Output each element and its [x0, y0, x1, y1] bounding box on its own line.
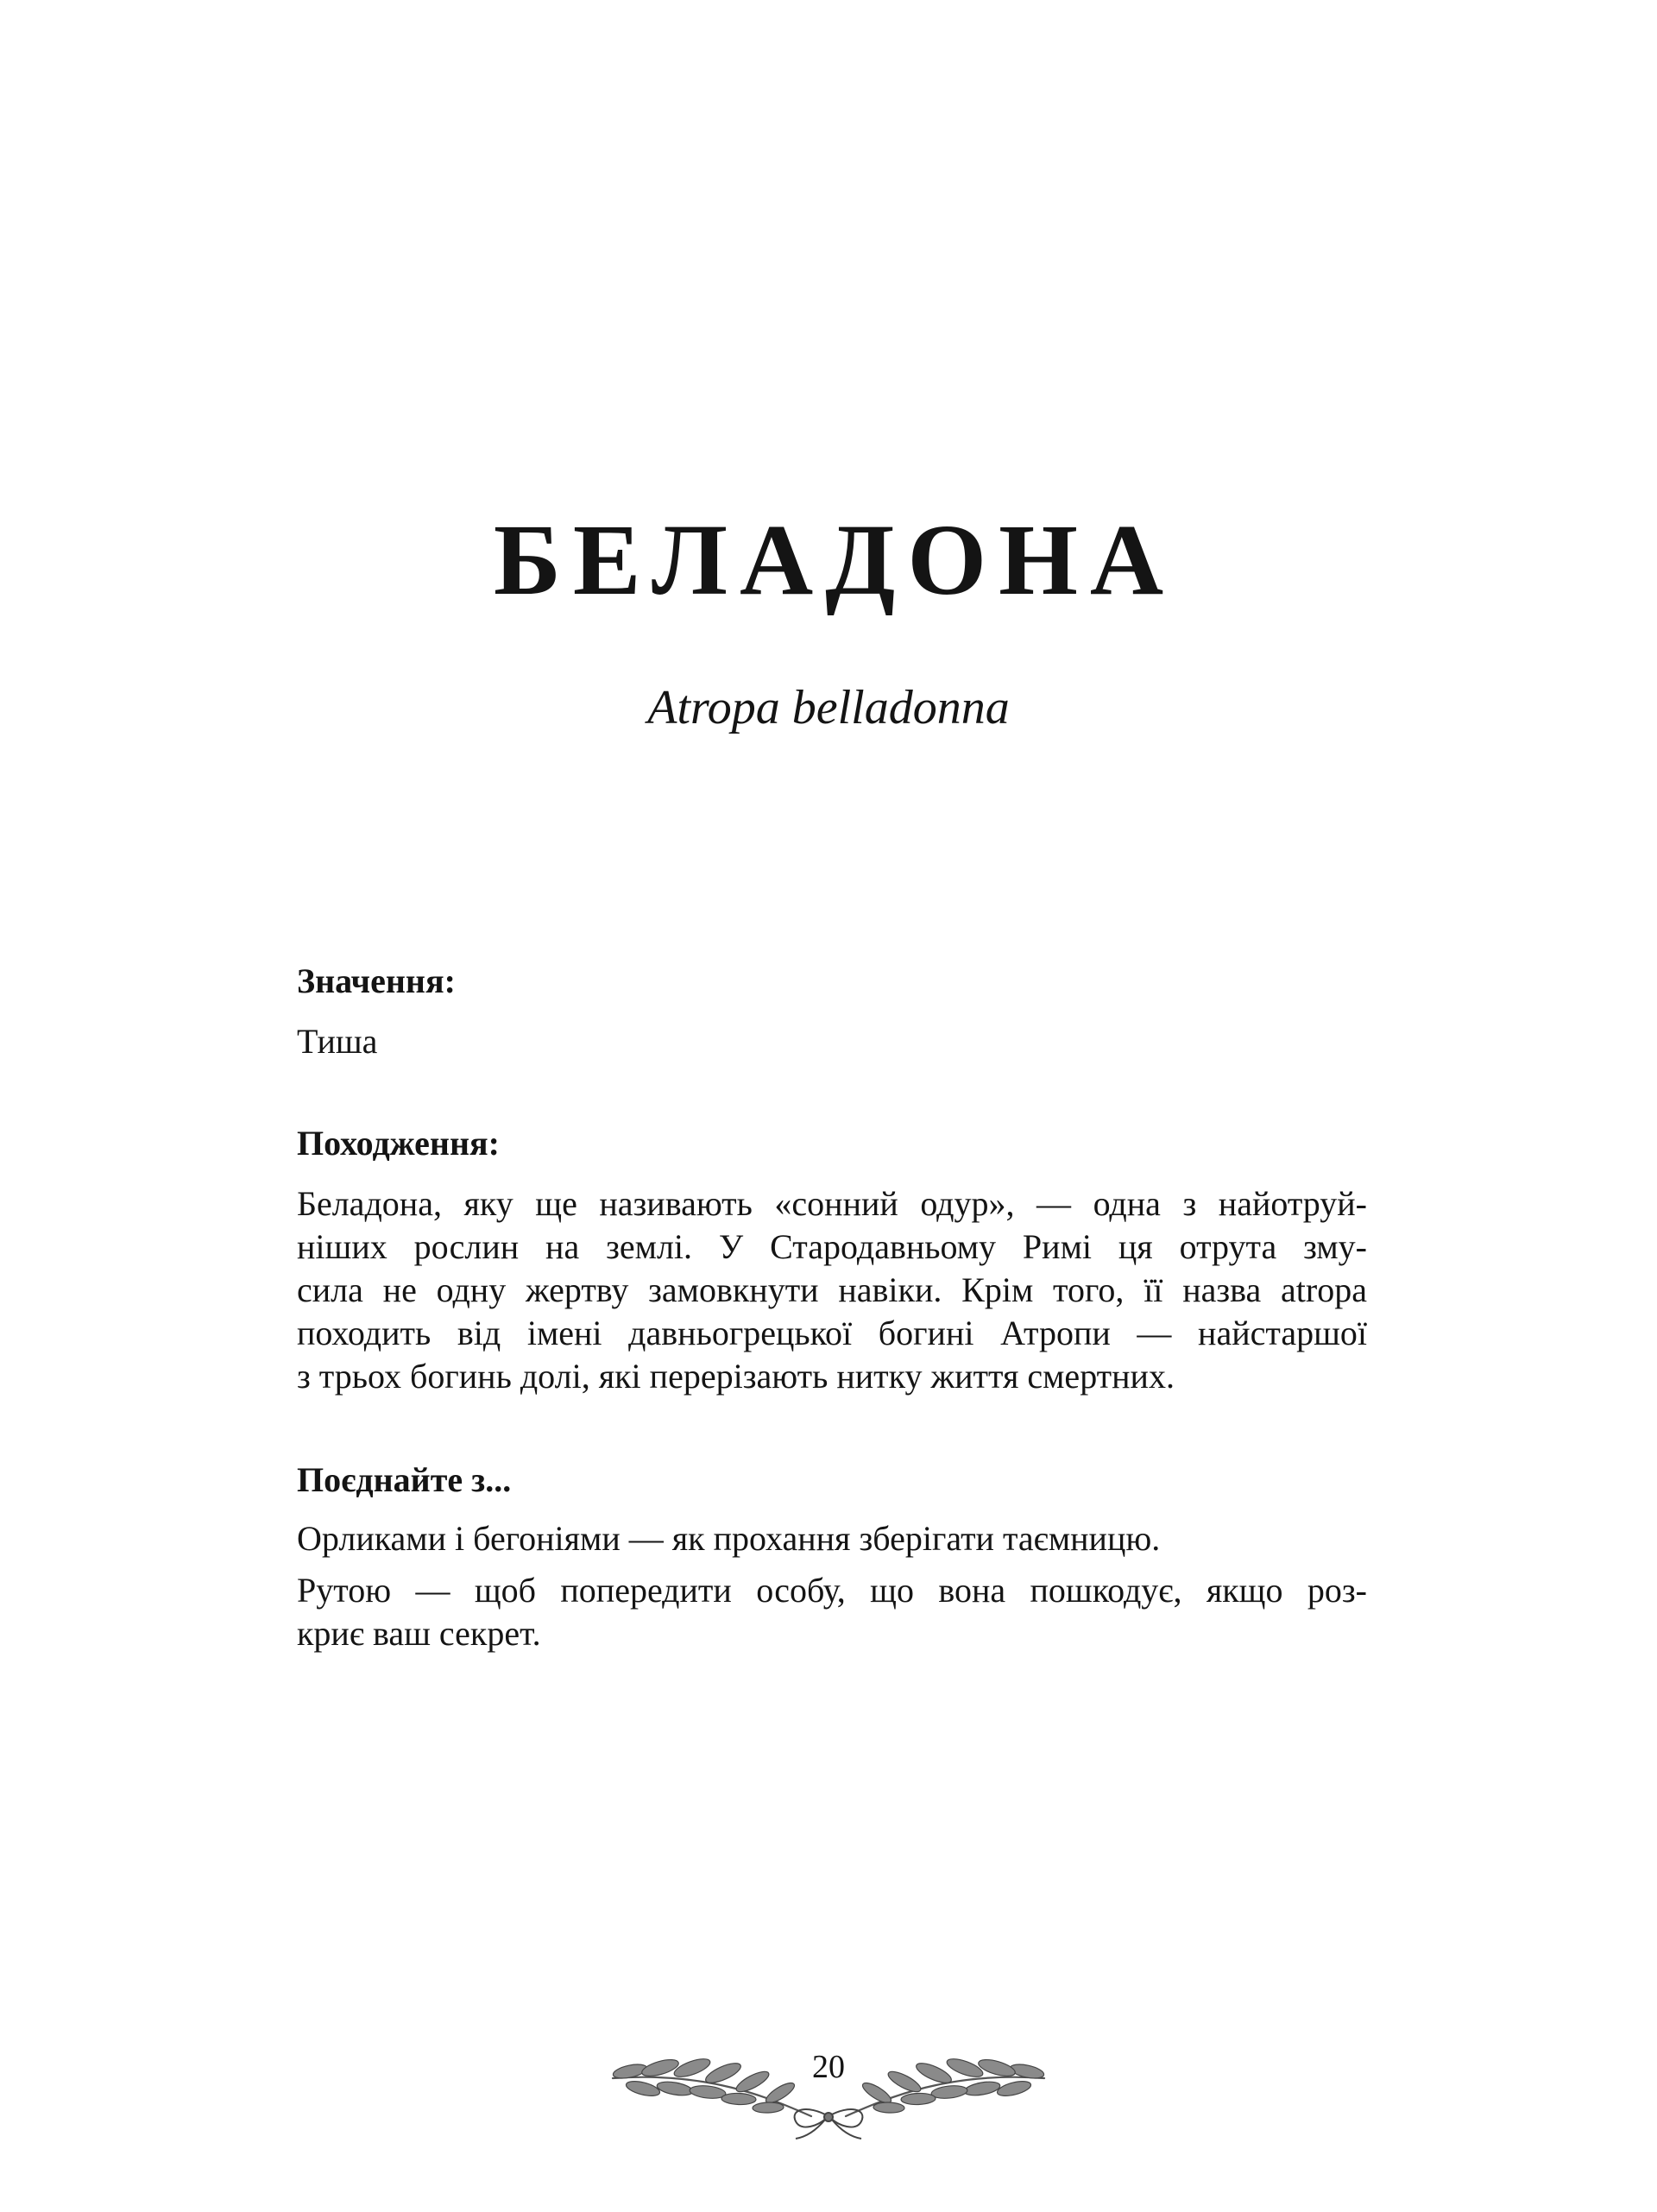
origin-section: [297, 1122, 1367, 1398]
combine-paragraph-1: Орликами і бегоніями — як прохання зберігати таємницю.: [297, 1519, 1161, 1558]
latin-name: Atropa belladonna: [647, 681, 1010, 734]
origin-line: сила не одну жертву замовкнути навіки. Крім того, її назва atropa: [297, 1270, 1367, 1309]
combine-line: Рутою — щоб попередити особу, що вона пошкодує, якщо роз-: [297, 1571, 1367, 1610]
page-number: 20: [812, 2049, 845, 2085]
main-content: [297, 960, 1367, 1655]
origin-line: Беладона, яку ще називають «сонний одур», — одна з найотруй-: [297, 1184, 1367, 1223]
meaning-text: Тиша: [297, 1022, 378, 1061]
combine-paragraph-2: [297, 1569, 1367, 1655]
origin-line: ніших рослин на землі. У Стародавньому Римі ця отрута зму-: [297, 1227, 1367, 1266]
page-title: БЕЛАДОНА: [493, 503, 1176, 616]
origin-heading: Походження:: [297, 1124, 500, 1163]
combine-line: криє ваш секрет.: [297, 1614, 541, 1653]
meaning-heading: Значення:: [297, 961, 456, 1000]
combine-section: [297, 1459, 1367, 1655]
origin-paragraph: [297, 1182, 1367, 1398]
combine-heading: Поєднайте з...: [297, 1460, 512, 1499]
origin-line: з трьох богинь долі, які перерізають нитку життя смертних.: [297, 1357, 1175, 1396]
meaning-section: [297, 960, 1367, 1063]
origin-line: походить від імені давньогрецької богині Атропи — найстаршої: [297, 1314, 1367, 1352]
